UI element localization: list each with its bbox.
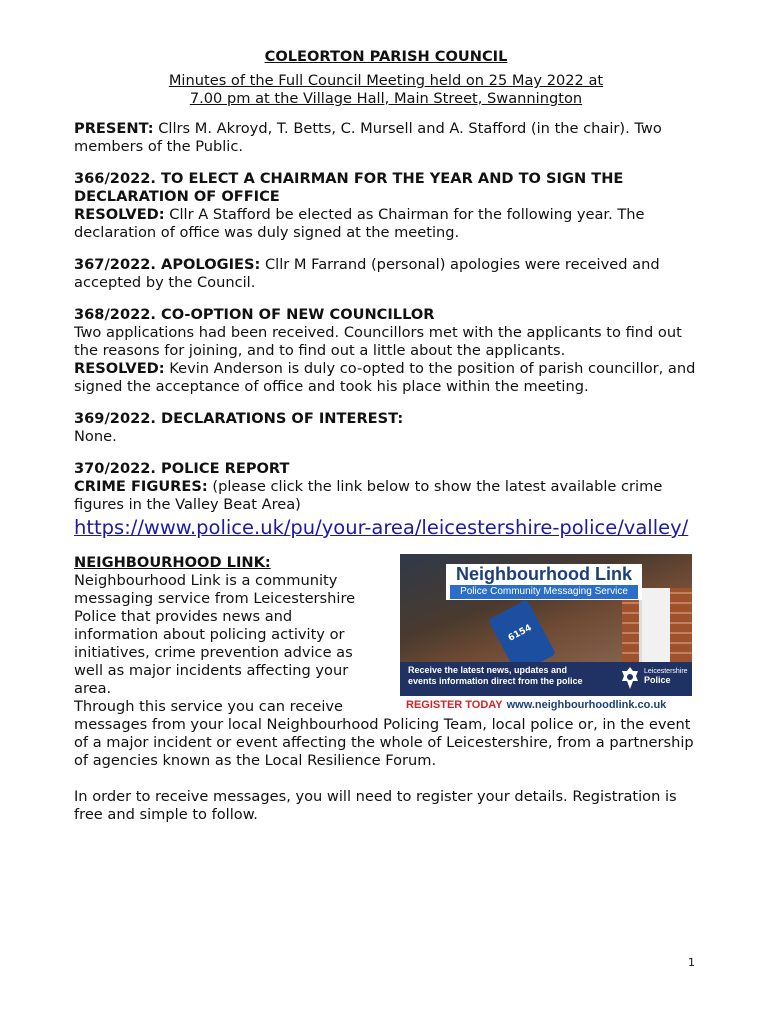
neighbourhood-link-section xyxy=(74,554,698,824)
item-370 xyxy=(74,460,698,514)
banner-strip-text: Receive the latest news, updates and events information direct from the police xyxy=(408,665,583,686)
neighbourhood-link-text xyxy=(74,554,374,716)
present-paragraph xyxy=(74,120,698,156)
item-368-resolved-label: RESOLVED: xyxy=(74,360,165,377)
item-368 xyxy=(74,306,698,396)
item-367 xyxy=(74,256,698,292)
crime-figures-label: CRIME FIGURES: xyxy=(74,478,208,495)
police-logo-line-1: Leicestershire xyxy=(644,668,688,675)
police-crime-link[interactable]: https://www.police.uk/pu/your-area/leicestershire-police/valley/ xyxy=(74,516,689,539)
police-logo-line-2: Police xyxy=(644,675,671,685)
banner-subtitle: Police Community Messaging Service xyxy=(450,585,638,599)
document-body xyxy=(74,48,698,838)
banner-door xyxy=(639,588,670,662)
item-368-resolved-text: Kevin Anderson is duly co-opted to the position of parish councillor, and signed the acceptance of office and took his place within the meeting. xyxy=(74,360,696,395)
meeting-line-2: 7.00 pm at the Village Hall, Main Street, Swannington xyxy=(189,90,583,107)
banner-strip xyxy=(400,662,692,696)
neighbourhood-para-3: In order to receive messages, you will need to register your details. Registration is free and simple to follow. xyxy=(74,788,677,823)
register-url[interactable]: www.neighbourhoodlink.co.uk xyxy=(506,699,667,711)
present-text: Cllrs M. Akroyd, T. Betts, C. Mursell and A. Stafford (in the chair). Two members of the Public. xyxy=(74,120,662,155)
item-369 xyxy=(74,410,698,446)
item-368-heading: 368/2022. CO-OPTION OF NEW COUNCILLOR xyxy=(74,306,435,323)
present-label: PRESENT: xyxy=(74,120,154,137)
banner-headline xyxy=(446,564,642,600)
item-366 xyxy=(74,170,698,242)
phone-text: 6154 xyxy=(506,623,534,644)
item-366-resolved-label: RESOLVED: xyxy=(74,206,165,223)
neighbourhood-para-1: Neighbourhood Link is a community messaging service from Leicestershire Police that provides news and information about policing activity or initiatives, crime prevention advice as well as major incidents affecting your area. xyxy=(74,572,356,697)
document-header xyxy=(74,48,698,108)
item-367-text: Cllr M Farrand (personal) apologies were received and accepted by the Council. xyxy=(74,256,660,291)
police-crest-icon xyxy=(620,666,640,690)
banner-register-footer xyxy=(400,696,692,714)
register-today-label: REGISTER TODAY xyxy=(406,699,503,711)
neighbourhood-link-banner xyxy=(400,554,692,696)
item-369-heading: 369/2022. DECLARATIONS OF INTEREST: xyxy=(74,410,404,427)
page-number: 1 xyxy=(688,956,695,969)
item-370-heading: 370/2022. POLICE REPORT xyxy=(74,460,290,477)
neighbourhood-link-heading: NEIGHBOURHOOD LINK: xyxy=(74,554,271,571)
neighbourhood-para-2b: messages from your local Neighbourhood Policing Team, local police or, in the event of a major incident or event affecting the whole of Leicestershire, from a partnership of agencies known as the Local Resilience Forum. xyxy=(74,716,694,769)
council-title: COLEORTON PARISH COUNCIL xyxy=(264,48,508,65)
item-367-heading: 367/2022. APOLOGIES: xyxy=(74,256,261,273)
banner-title: Neighbourhood Link xyxy=(456,564,632,584)
police-logo xyxy=(644,667,688,686)
item-366-heading: 366/2022. TO ELECT A CHAIRMAN FOR THE YEAR AND TO SIGN THE DECLARATION OF OFFICE xyxy=(74,170,624,205)
crime-figures-text: (please click the link below to show the latest available crime figures in the Valley Beat Area) xyxy=(74,478,663,513)
item-368-text: Two applications had been received. Councillors met with the applicants to find out the reasons for joining, and to find out a little about the applicants. xyxy=(74,324,682,359)
meeting-line-1: Minutes of the Full Council Meeting held on 25 May 2022 at xyxy=(168,72,604,89)
item-366-resolved-text: Cllr A Stafford be elected as Chairman for the following year. The declaration of office was duly signed at the meeting. xyxy=(74,206,645,241)
neighbourhood-para-2a: Through this service you can receive xyxy=(74,698,343,715)
item-369-text: None. xyxy=(74,428,117,445)
